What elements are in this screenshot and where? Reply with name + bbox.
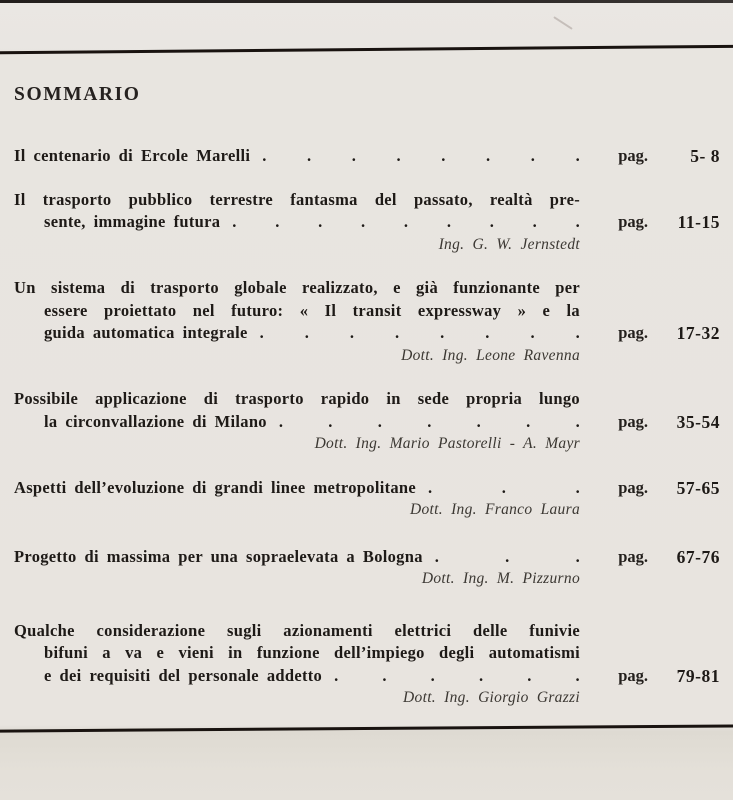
- toc-entry: [14, 388, 720, 456]
- entry-main-row: [14, 388, 720, 433]
- entry-title: [14, 546, 580, 569]
- leader-dots: . . . . . . .: [278, 411, 580, 431]
- leader-dots: . . .: [428, 477, 580, 497]
- bottom-rule: [0, 724, 733, 732]
- entry-title-last-line: [14, 411, 580, 434]
- entry-title: [14, 620, 580, 688]
- entry-title-text: e dei requisiti del personale addetto: [44, 665, 323, 685]
- page-range: 79-81: [676, 665, 720, 686]
- pag-label: pag.: [618, 477, 648, 497]
- entry-title-line: Un sistema di trasporto globale realizzato, e già funzionante per: [14, 278, 580, 297]
- entry-title: [14, 145, 580, 168]
- entry-author: Dott. Ing. Mario Pastorelli - A. Mayr: [314, 435, 580, 452]
- toc-entry: [14, 620, 720, 710]
- leader-dots: . . .: [434, 546, 580, 566]
- entry-title-text: guida automatica integrale: [44, 323, 248, 342]
- page-range: 57-65: [676, 477, 720, 498]
- entry-title-line: essere proiettato nel futuro: « Il transit expressway » e la: [44, 300, 580, 320]
- entry-title-line: Qualche considerazione sugli azionamenti elettrici delle funivie: [14, 620, 580, 640]
- entry-title-last-line: [14, 211, 580, 234]
- entry-title: [14, 477, 580, 500]
- toc-entry: [14, 145, 720, 168]
- leader-dots: . . . . . . . . .: [232, 212, 580, 231]
- page-range: 35-54: [676, 411, 720, 432]
- entry-title-text: Aspetti dell’evoluzione di grandi linee metropolitane: [14, 477, 417, 497]
- entry-main-row: [14, 277, 720, 345]
- pag-label: pag.: [618, 323, 648, 342]
- pag-label: pag.: [618, 665, 648, 685]
- entry-author: Dott. Ing. Leone Ravenna: [401, 346, 580, 364]
- entry-author: Dott. Ing. Giorgio Grazzi: [403, 689, 580, 706]
- page-title: SOMMARIO: [14, 84, 141, 105]
- leader-dots: . . . . . . . .: [259, 323, 580, 342]
- leader-dots: . . . . . .: [334, 665, 580, 685]
- entry-author: Dott. Ing. Franco Laura: [409, 501, 580, 518]
- pag-label: pag.: [618, 146, 648, 165]
- toc-entry: [14, 477, 720, 522]
- entry-title-last-line: [14, 665, 580, 688]
- toc-entry: [14, 189, 720, 257]
- toc-entry: [14, 277, 720, 367]
- entry-title-text: Progetto di massima per una sopraelevata a Bologna: [14, 546, 423, 566]
- entry-title-text: sente, immagine futura: [44, 212, 221, 231]
- entry-main-row: [14, 620, 720, 688]
- entry-title-line: bifuni a va e vieni in funzione dell’impiego degli automatismi: [44, 643, 580, 662]
- entry-main-row: [14, 145, 720, 168]
- entry-main-row: [14, 189, 720, 234]
- page-range: 67-76: [676, 546, 720, 567]
- pag-label: pag.: [618, 546, 648, 566]
- entry-author: Dott. Ing. M. Pizzurno: [421, 570, 580, 587]
- entry-title: [14, 388, 580, 433]
- pag-label: pag.: [618, 411, 648, 431]
- entry-title-line: Il trasporto pubblico terrestre fantasma del passato, realtà pre-: [14, 189, 580, 209]
- leader-dots: . . . . . . . .: [262, 146, 580, 165]
- entry-title-last-line: [14, 145, 580, 168]
- entry-title-text: la circonvallazione di Milano: [44, 411, 267, 431]
- entry-title-last-line: [14, 546, 580, 569]
- entry-title-line: Possibile applicazione di trasporto rapido in sede propria lungo: [14, 389, 580, 408]
- entry-title-last-line: [14, 477, 580, 500]
- entry-author: Ing. G. W. Jernstedt: [438, 235, 580, 253]
- entry-title: [14, 277, 580, 345]
- page-range: 11-15: [677, 212, 720, 232]
- entry-title-last-line: [14, 322, 580, 345]
- pag-label: pag.: [618, 212, 648, 231]
- entry-main-row: [14, 546, 720, 569]
- page-range: 17-32: [676, 323, 720, 343]
- toc-entries: [14, 145, 720, 710]
- toc-entry: [14, 546, 720, 591]
- entry-title: [14, 189, 580, 234]
- page-range: 5- 8: [690, 146, 720, 166]
- entry-main-row: [14, 477, 720, 500]
- entry-title-text: Il centenario di Ercole Marelli: [14, 146, 251, 165]
